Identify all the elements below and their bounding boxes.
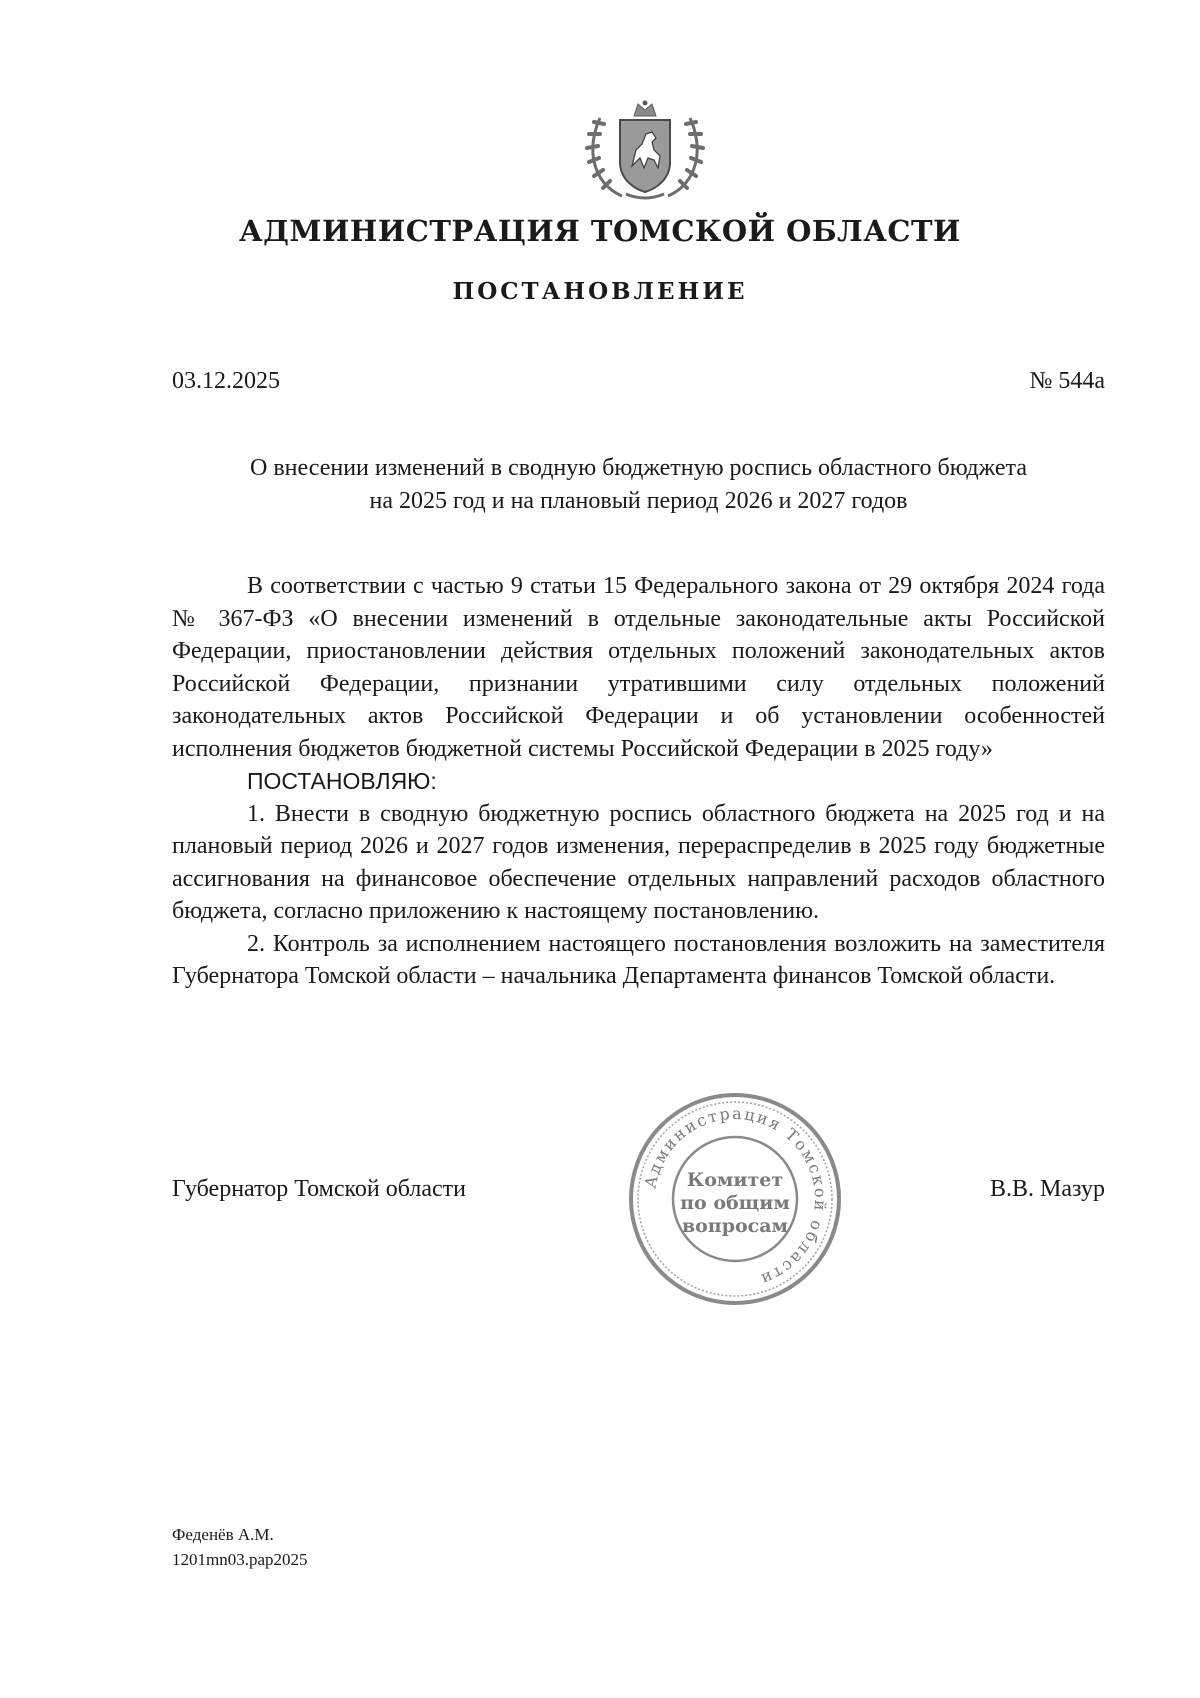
item-1-paragraph: 1. Внести в сводную бюджетную роспись областного бюджета на 2025 год и на плановый период 2026 и 2027 годов изменения, перераспределив в 2025 году бюджетные ассигнования на финансовое обеспечение отдельных направлений расходов областного бюджета, согласно приложению к настоящему постановлению. (172, 800, 1105, 924)
signer-name: В.В. Мазур (990, 1176, 1105, 1202)
seal-center-line-1: Комитет (686, 1169, 784, 1191)
organization-title: АДМИНИСТРАЦИЯ ТОМСКОЙ ОБЛАСТИ (239, 214, 961, 248)
tomsk-coat-of-arms-icon (582, 98, 708, 202)
seal-ring-text: Администрация Томской области (640, 1103, 831, 1290)
signer-title: Губернатор Томской области (172, 1176, 466, 1202)
item-2-paragraph: 2. Контроль за исполнением настоящего постановления возложить на заместителя Губернатора Томской области – начальника Департамента финансов Томской области. (172, 930, 1105, 989)
official-seal-stamp (626, 1090, 844, 1308)
subject-line-2: на 2025 год и на плановый период 2026 и 2027 годов (369, 488, 908, 514)
preamble-paragraph: В соответствии с частью 9 статьи 15 Федерального закона от 29 октября 2024 года № 367-ФЗ «О внесении изменений в отдельные законодательные акты Российской Федерации, приостановлении действия отдельных положений законодательных актов Российской Федерации, признании утратившими силу отдельных положений законодательных актов Российской Федерации и об установлении особенностей исполнения бюджетов бюджетной системы Российской Федерации в 2025 году» (172, 573, 1105, 762)
executor-file: 1201mn03.pap2025 (172, 1550, 308, 1569)
document-type-title: ПОСТАНОВЛЕНИЕ (452, 278, 748, 305)
document-body (172, 570, 1105, 993)
seal-center-line-2: по общим (680, 1192, 790, 1214)
subject-line-1: О внесении изменений в сводную бюджетную роспись областного бюджета (250, 455, 1027, 481)
document-date: 03.12.2025 (172, 368, 280, 394)
executor-info (172, 1522, 308, 1572)
document-subject (172, 452, 1105, 518)
executor-name: Феденёв А.М. (172, 1525, 274, 1544)
decree-word: ПОСТАНОВЛЯЮ: (247, 768, 437, 794)
seal-center-line-3: вопросам (681, 1215, 789, 1237)
document-number: № 544а (1029, 368, 1105, 394)
